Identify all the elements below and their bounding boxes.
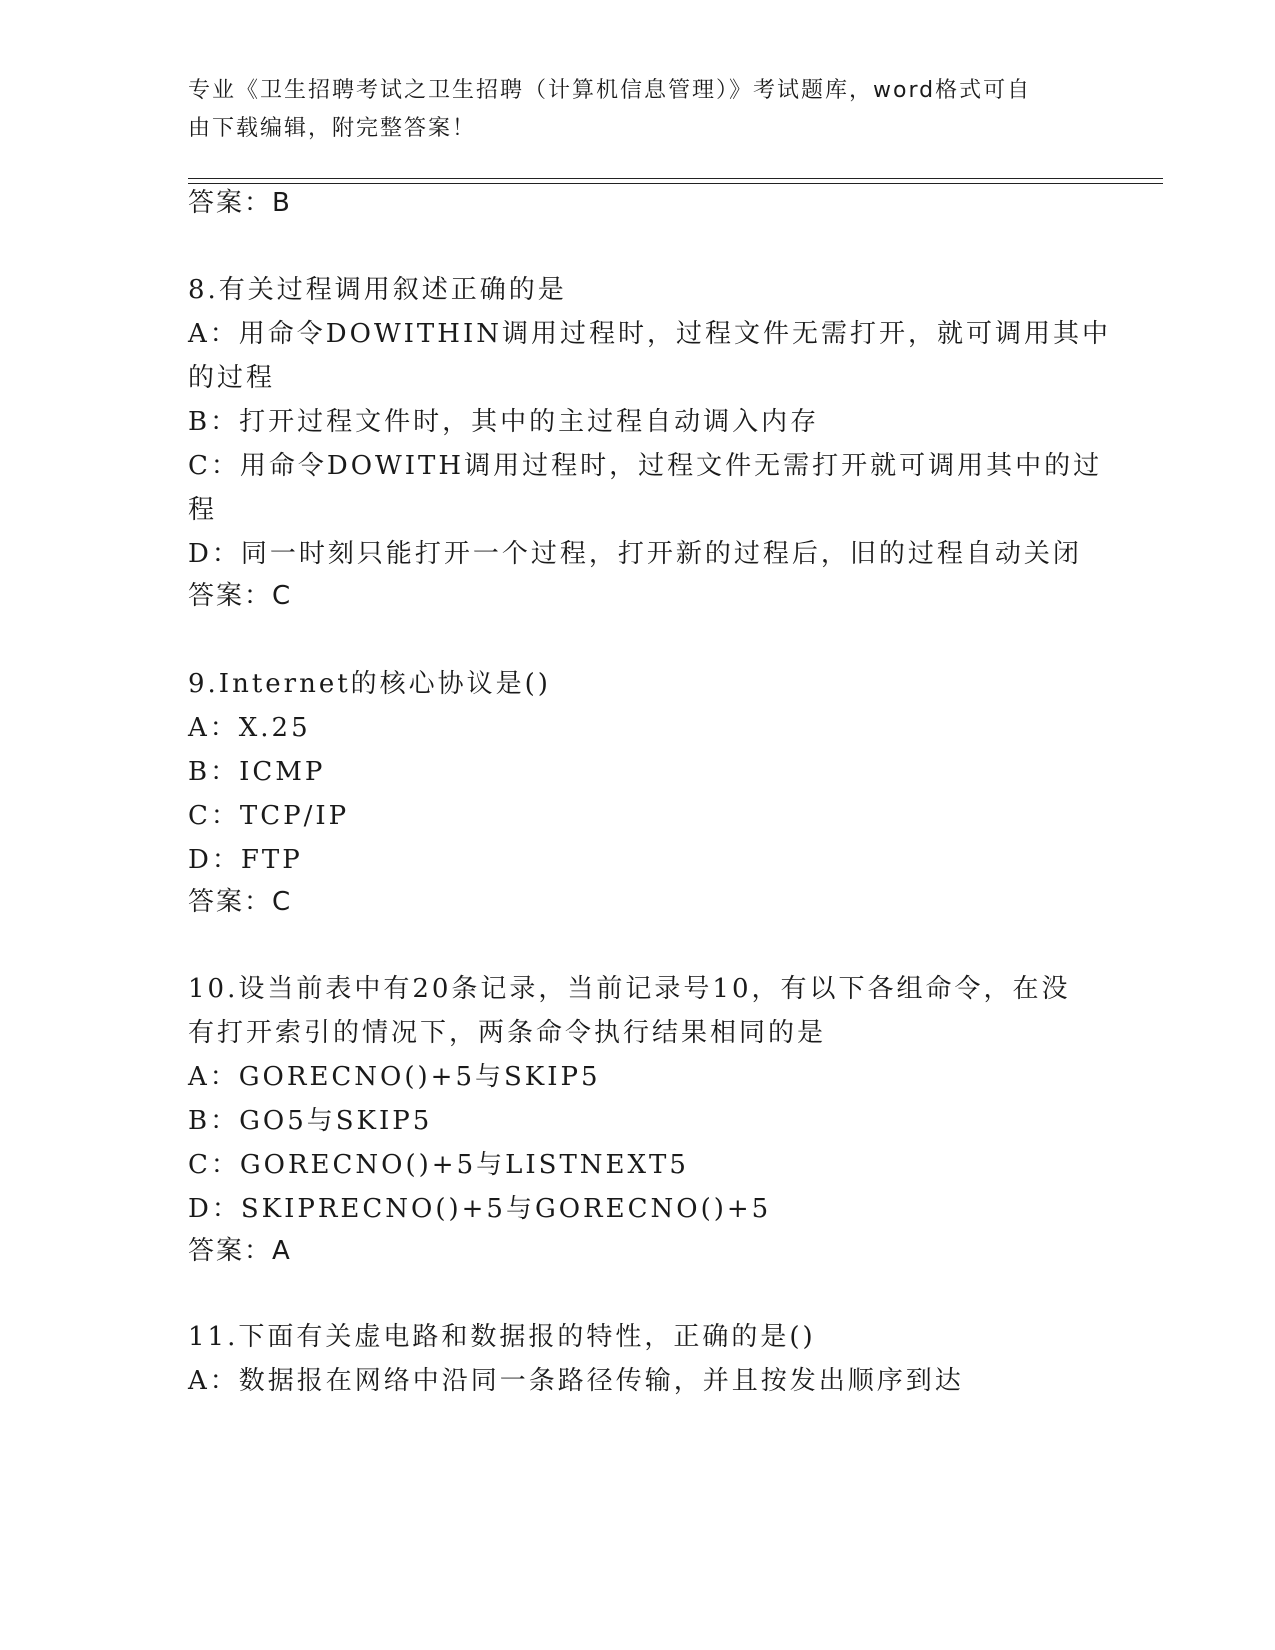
question-11-option-a: A：数据报在网络中沿同一条路径传输，并且按发出顺序到达 (188, 1366, 964, 1396)
question-11-stem: 11.下面有关虚电路和数据报的特性，正确的是() (188, 1322, 816, 1352)
question-10-option-b: B：GO5与SKIP5 (188, 1106, 433, 1136)
question-8-stem: 8.有关过程调用叙述正确的是 (188, 275, 567, 305)
question-9-option-d: D：FTP (188, 845, 303, 875)
question-8-option-c: C：用命令DOWITH调用过程时，过程文件无需打开就可调用其中的过 (188, 451, 1103, 481)
header-line-2: 由下载编辑，附完整答案！ (188, 116, 477, 141)
question-10-answer: 答案：A (188, 1236, 292, 1266)
question-8-answer: 答案：C (188, 581, 293, 611)
header-line-1: 专业《卫生招聘考试之卫生招聘（计算机信息管理）》考试题库，word格式可自 (188, 78, 1032, 103)
question-10-option-a: A：GORECNO()+5与SKIP5 (188, 1062, 601, 1092)
question-8-option-c-cont: 程 (188, 495, 218, 525)
question-9-option-b: B：ICMP (188, 757, 326, 787)
question-9-stem: 9.Internet的核心协议是() (188, 669, 551, 699)
question-10-option-c: C：GORECNO()+5与LISTNEXT5 (188, 1150, 689, 1180)
question-10-stem: 10.设当前表中有20条记录，当前记录号10，有以下各组命令，在没 (188, 974, 1071, 1004)
question-10-option-d: D：SKIPRECNO()+5与GORECNO()+5 (188, 1194, 772, 1224)
header-divider-bottom (188, 183, 1163, 184)
question-9-option-c: C：TCP/IP (188, 801, 350, 831)
question-8-option-a-cont: 的过程 (188, 363, 276, 393)
previous-answer: 答案：B (188, 188, 292, 218)
question-8-option-b: B：打开过程文件时，其中的主过程自动调入内存 (188, 407, 820, 437)
question-8-option-d: D：同一时刻只能打开一个过程，打开新的过程后，旧的过程自动关闭 (188, 539, 1082, 569)
question-9-answer: 答案：C (188, 887, 293, 917)
document-header (188, 72, 1088, 148)
question-8-option-a: A：用命令DOWITHIN调用过程时，过程文件无需打开，就可调用其中 (188, 319, 1111, 349)
question-10-stem-cont: 有打开索引的情况下，两条命令执行结果相同的是 (188, 1018, 827, 1048)
question-9-option-a: A：X.25 (188, 713, 311, 743)
header-divider-top (188, 178, 1163, 179)
